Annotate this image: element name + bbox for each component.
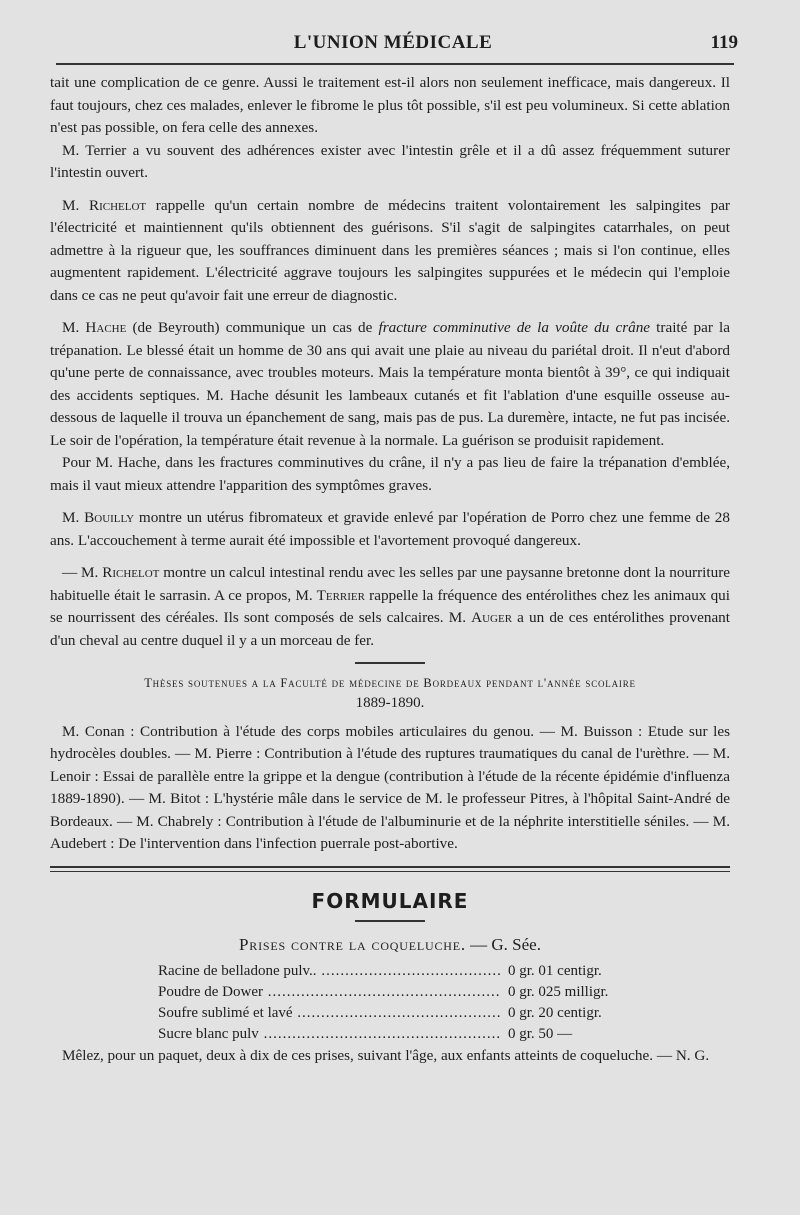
prescription-item <box>158 1003 658 1024</box>
ingredient-quantity: 0 gr. 025 milligr. <box>508 983 609 1000</box>
ingredient-name: Sucre blanc pulv ..... <box>158 1024 500 1045</box>
prescription-name: Prises contre la coqueluche. <box>239 935 466 954</box>
paragraph-gap <box>50 185 730 195</box>
paragraph-terrier: M. Terrier a vu souvent des adhérences exister avec l'intestin grêle et il a dû assez fréquemment suturer l'intestin ouvert. <box>50 141 730 181</box>
theses-years: 1889-1890. <box>355 695 425 711</box>
section-separator <box>355 662 425 664</box>
paragraph-hache-conclusion: Pour M. Hache, dans les fractures comminutives du crâne, il n'y a pas lieu de faire la trépanation d'emblée, mais il vaut mieux attendre l'apparition des symptômes graves. <box>50 454 730 494</box>
paragraph-richelot <box>50 195 730 308</box>
paragraph-text: rappelle qu'un certain nombre de médecins traitent volontairement les salpingites par l'électricité et maintiennent qu'ils obtiennent des guérisons. S'il s'agit de salpingites catarrhales, on peut admettre à la rigueur que, les souffrances diminuent dans les premières séances ; mais si l'on continue, elles augmentent rapidement. L'électricité aggrave toujours les salpingites suppurées et le médecin qui l'emploie dans ce cas ne peut qu'avoir fait une erreur de diagnostic. <box>50 196 730 304</box>
prescription-title <box>50 934 730 957</box>
prescription-instructions: Mêlez, pour un paquet, deux à dix de ces prises, suivant l'âge, aux enfants atteints de coqueluche. — N. G. <box>62 1046 710 1064</box>
paragraph-bouilly <box>50 507 730 552</box>
prescription-author: — G. Sée. <box>465 935 541 954</box>
ingredient-quantity: 0 gr. 50 — <box>508 1025 573 1042</box>
ingredient-name: Racine de belladone pulv.. ..... <box>158 961 500 982</box>
speaker-name: M. Hache <box>62 319 127 336</box>
prescription-item <box>158 961 658 982</box>
speaker-name: M. Terrier <box>295 586 365 604</box>
speaker-name: M. Richelot <box>81 564 160 581</box>
theses-heading: Thèses soutenues a la Faculté de médecine de Bordeaux pendant l'année scolaire <box>144 676 636 690</box>
prescription-list <box>50 961 730 1045</box>
ingredient-quantity: 0 gr. 20 centigr. <box>508 1004 602 1021</box>
journal-title: L'UNION MÉDICALE <box>293 32 493 53</box>
paragraph-text: montre un calcul intestinal rendu avec les selles par une paysanne bretonne dont la nourriture habituelle était le sarrasin. A ce propos, <box>50 564 730 604</box>
prescription-item <box>158 1024 658 1045</box>
speaker-name: Auger <box>471 609 513 626</box>
paragraph-calcul <box>50 562 730 652</box>
paragraph-hache <box>50 317 730 452</box>
paragraph-gap <box>50 497 730 507</box>
double-rule <box>50 866 730 872</box>
ingredient-quantity: 0 gr. 01 centigr. <box>508 962 602 979</box>
ingredient-name: Poudre de Dower ..... <box>158 982 500 1003</box>
header-rule <box>56 63 734 65</box>
italic-term: fracture comminutive de la voûte du crâne <box>378 319 651 336</box>
paragraph-fibrome: tait une complication de ce genre. Aussi le traitement est-il alors non seulement inefficace, mais dangereux. Il faut toujours, chez ces malades, enlever le fibrome le plus tôt possible, s'il est peu volumineux. Si cette ablation n'est pas possible, on fera celle des annexes. <box>50 74 730 136</box>
prescription-item <box>158 982 658 1003</box>
formulaire-heading: FORMULAIRE <box>311 888 469 913</box>
speaker-name: M. Bouilly <box>62 509 135 526</box>
paragraph-text: (de Beyrouth) communique un cas de <box>126 319 379 336</box>
paragraph-text: a un de ces entérolithes provenant d'un cheval au centre duquel il y a un morceau de fer. <box>50 609 730 649</box>
page-number: 119 <box>710 32 738 53</box>
paragraph-text: rappelle la fréquence des entérolithes chez les animaux qui se nourrissent des céréales. Ils sont composés de sels calcaires. M. <box>50 586 730 626</box>
dash-prefix: — <box>62 564 82 581</box>
speaker-name: M. Richelot <box>62 196 147 214</box>
article-body <box>50 72 730 1067</box>
paragraph-gap <box>50 552 730 562</box>
running-header <box>48 28 738 58</box>
ingredient-name: Soufre sublimé et lavé ..... <box>158 1003 500 1024</box>
paragraph-text: montre un utérus fibromateux et gravide enlevé par l'opération de Porro chez une femme de 28 ans. L'accouchement à terme aurait été impossible et l'avortement provoqué dangereux. <box>50 509 730 549</box>
paragraph-text: traité par la trépanation. Le blessé était un homme de 30 ans qui avait une plaie au niveau du pariétal droit. Il n'eut d'abord qu'une perte de connaissance, avec troubles moteurs. Mais la température monta bientôt à 39°, ce qui indiquait des accidents septiques. M. Hache désunit les lambeaux cutanés et fit l'ablation d'une esquille osseuse au-dessous de laquelle il trouva un épanchement de sang, mais pas de pus. La duremère, intacte, ne fut pas incisée. Le soir de l'opération, la température était revenue à la normale. La guérison se produisit rapidement. <box>50 319 730 449</box>
formulaire-rule <box>355 920 425 922</box>
paragraph-gap <box>50 307 730 317</box>
theses-list: M. Conan : Contribution à l'étude des corps mobiles articulaires du genou. — M. Buisson : Etude sur les hydrocèles doubles. — M. Pierre : Contribution à l'étude des ruptures traumatiques du canal de l'urèthre. — M. Lenoir : Essai de parallèle entre la grippe et la dengue (contribution à l'étude de la récente épidémie d'influenza 1889-1890). — M. Bitot : L'hystérie mâle dans le service de M. le professeur Pitres, à l'hôpital Saint-André de Bordeaux. — M. Chabrely : Contribution à l'étude de l'albuminurie et de la néphrite interstitielle séniles. — M. Audebert : De l'intervention dans l'infection puerrale post-abortive. <box>50 722 730 852</box>
